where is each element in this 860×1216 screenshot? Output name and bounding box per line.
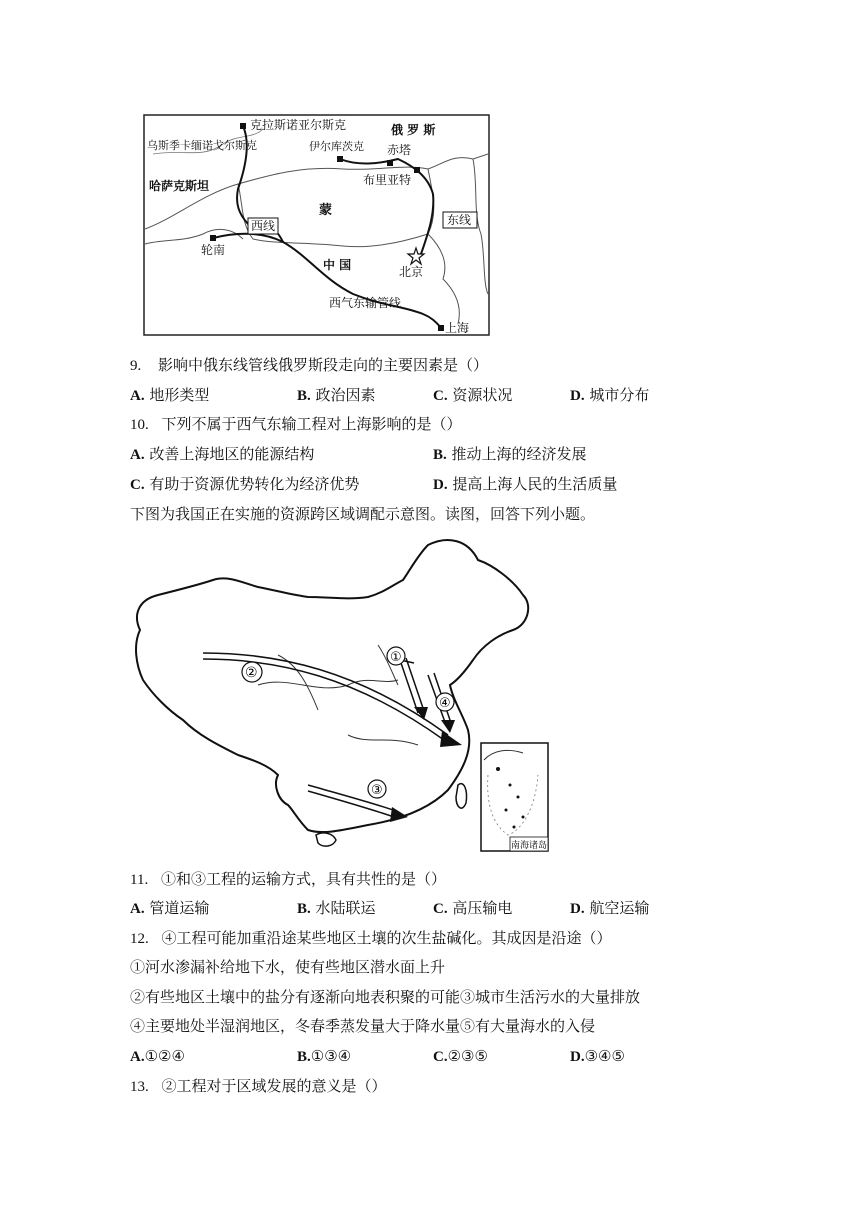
q10-option-c[interactable]: C. 有助于资源优势转化为经济优势 [130,475,360,493]
marker-2: ② [245,665,258,681]
q12-option-a[interactable]: A.①②④ [130,1047,185,1065]
q11-option-c[interactable]: C. 高压输电 [433,899,513,917]
q12-statement-line-2: ②有些地区土壤中的盐分有逐渐向地表积聚的可能③城市生活污水的大量排放 [130,988,641,1006]
q12-option-c[interactable]: C.②③⑤ [433,1047,488,1065]
q10-option-b[interactable]: B. 推动上海的经济发展 [433,445,587,463]
label-china: 中 国 [323,258,352,272]
question-stem: ②工程对于区域发展的意义是（） [161,1077,387,1095]
q9-option-a[interactable]: A. 地形类型 [130,386,210,404]
intro-text: 下图为我国正在实施的资源跨区域调配示意图。读图，回答下列小题。 [130,505,596,523]
marker-3: ③ [371,783,383,798]
q9-option-c[interactable]: C. 资源状况 [433,386,513,404]
label-shanghai: 上海 [445,321,470,335]
label-krasnoyarsk: 克拉斯诺亚尔斯克 [250,118,347,132]
question-stem: ④工程可能加重沿途某些地区土壤的次生盐碱化。其成因是沿途（） [161,929,612,947]
label-irkutsk: 伊尔库茨克 [309,140,364,153]
q12-statement-line-3: ④主要地处半湿润地区，冬春季蒸发量大于降水量⑤有大量海水的入侵 [130,1017,596,1035]
question-13 [130,1076,387,1097]
label-buryatia: 布里亚特 [363,173,412,187]
china-resource-map [128,535,553,855]
label-russia: 俄 罗 斯 [391,123,436,137]
question-stem: ①和③工程的运输方式，具有共性的是（） [160,870,446,888]
label-west-line: 西线 [251,219,276,233]
q11-option-a[interactable]: A. 管道运输 [130,899,210,917]
question-9 [130,355,488,376]
question-number: 10. [130,417,149,433]
question-number: 9. [130,358,142,374]
question-stem: 影响中俄东线管线俄罗斯段走向的主要因素是（） [158,356,489,374]
q12-statement-line-1: ①河水渗漏补给地下水，使有些地区潜水面上升 [130,958,446,976]
label-kazakhstan: 哈萨克斯坦 [149,179,210,193]
marker-4: ④ [439,696,451,711]
q9-option-d[interactable]: D. 城市分布 [570,386,650,404]
q10-option-a[interactable]: A. 改善上海地区的能源结构 [130,445,315,463]
inset-label: 南海诸岛 [511,841,548,851]
question-number: 13. [130,1079,149,1095]
q12-option-d[interactable]: D.③④⑤ [570,1047,625,1065]
question-stem: 下列不属于西气东输工程对上海影响的是（） [161,415,462,433]
question-number: 11. [130,872,149,888]
label-mongolia: 蒙 [319,203,333,218]
marker-1: ① [390,650,402,665]
q11-option-d[interactable]: D. 航空运输 [570,899,650,917]
label-west-east-pipeline: 西气东输管线 [329,296,402,310]
q12-option-b[interactable]: B.①③④ [297,1047,352,1065]
question-11 [130,869,446,890]
question-12 [130,928,612,949]
label-ust-kamenogorsk: 乌斯季卡缅诺戈尔斯克 [147,139,257,152]
label-lunnan: 轮南 [201,243,226,257]
label-chita: 赤塔 [387,143,412,157]
label-east-line: 东线 [447,213,472,227]
question-number: 12. [130,931,149,947]
label-beijing: 北京 [399,265,424,279]
pipeline-map [143,114,490,336]
question-10 [130,414,462,435]
q9-option-b[interactable]: B. 政治因素 [297,386,376,404]
q11-option-b[interactable]: B. 水陆联运 [297,899,376,917]
q10-option-d[interactable]: D. 提高上海人民的生活质量 [433,475,618,493]
